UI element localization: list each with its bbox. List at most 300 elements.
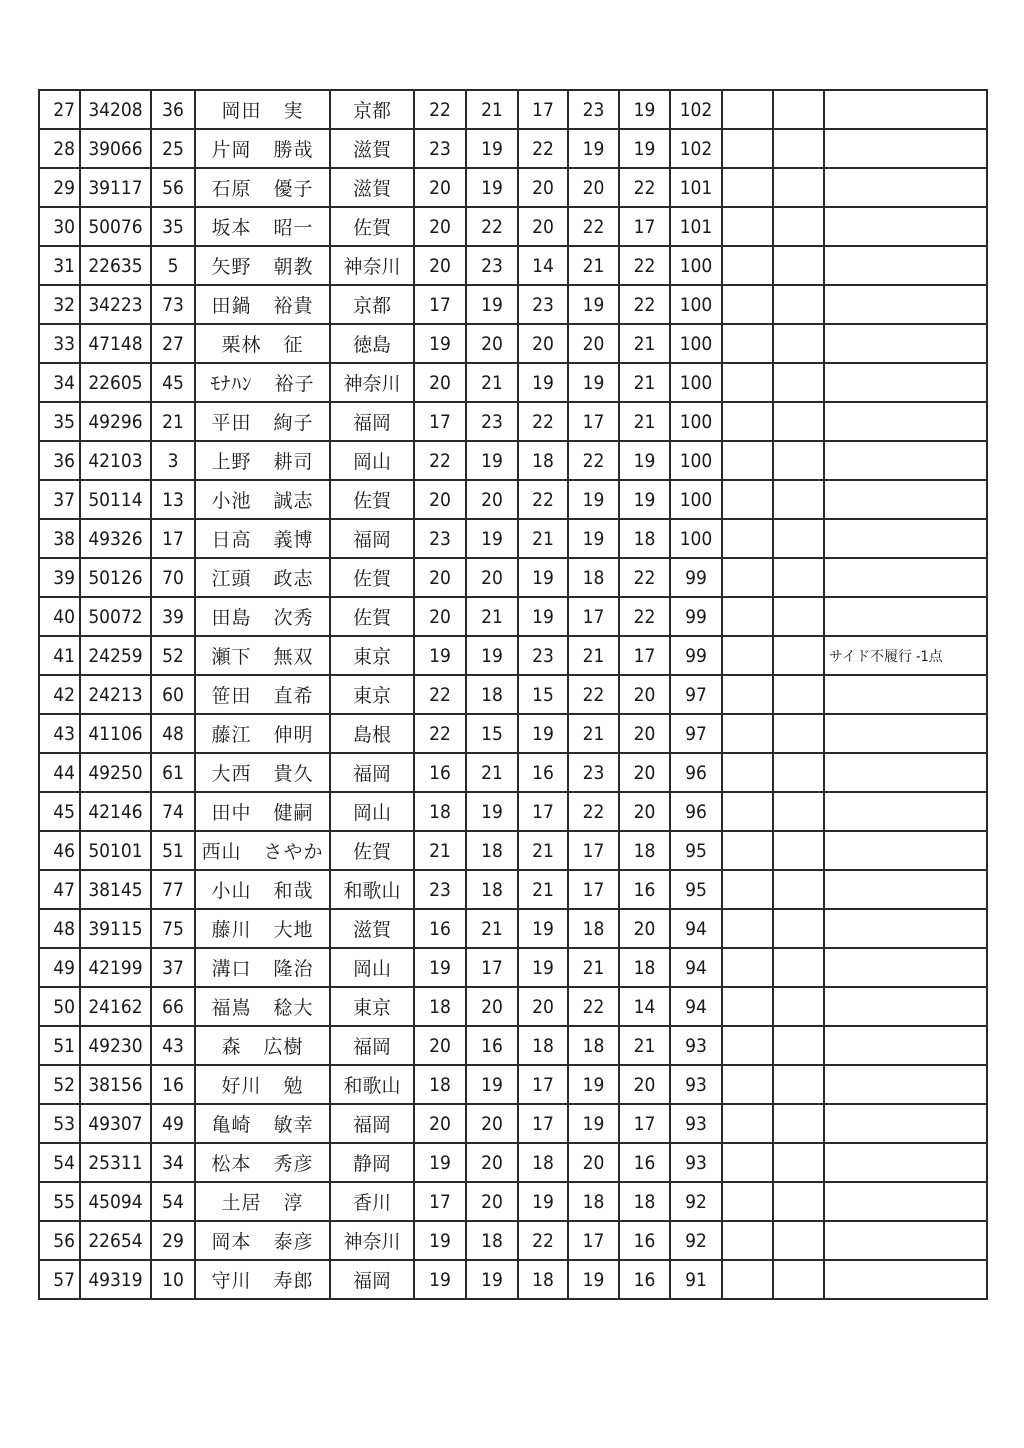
score-round-3-cell: 22	[518, 480, 568, 519]
table-row	[39, 1065, 987, 1104]
score-round-2-cell: 21	[466, 753, 518, 792]
blank-cell-a	[722, 987, 773, 1026]
player-name-cell	[195, 168, 330, 207]
score-round-1-cell: 22	[414, 714, 466, 753]
remarks-cell	[824, 1221, 987, 1260]
given-name: 征	[283, 334, 304, 356]
total-score-cell: 96	[670, 792, 722, 831]
player-name-cell	[195, 285, 330, 324]
score-round-5-cell: 22	[619, 597, 670, 636]
total-score-cell: 99	[670, 636, 722, 675]
score-round-5-cell: 17	[619, 1104, 670, 1143]
score-round-5-cell: 19	[619, 480, 670, 519]
family-name: 藤川	[211, 919, 252, 941]
table-row	[39, 831, 987, 870]
score-round-3-cell: 23	[518, 636, 568, 675]
score-round-4-cell: 18	[568, 1026, 619, 1065]
player-name-cell	[195, 1260, 330, 1299]
score-round-5-cell: 21	[619, 402, 670, 441]
score-round-5-cell: 18	[619, 831, 670, 870]
score-round-5-cell: 20	[619, 753, 670, 792]
remarks-cell	[824, 402, 987, 441]
blank-cell-a	[722, 1260, 773, 1299]
score-round-4-cell: 17	[568, 597, 619, 636]
member-id-cell: 22635	[80, 246, 151, 285]
given-name: 寿郎	[273, 1270, 314, 1292]
score-round-1-cell: 20	[414, 168, 466, 207]
player-name-cell	[195, 636, 330, 675]
family-name: 亀崎	[211, 1114, 252, 1136]
rank-cell: 44	[39, 753, 80, 792]
member-id-cell: 50072	[80, 597, 151, 636]
family-name: 小池	[211, 490, 252, 512]
blank-cell-b	[773, 597, 824, 636]
entry-number-cell: 16	[151, 1065, 195, 1104]
player-name-cell	[195, 90, 330, 129]
family-name: 平田	[211, 412, 252, 434]
member-id-cell: 45094	[80, 1182, 151, 1221]
table-row	[39, 675, 987, 714]
player-name-cell	[195, 402, 330, 441]
score-round-4-cell: 19	[568, 519, 619, 558]
total-score-cell: 93	[670, 1026, 722, 1065]
table-row	[39, 285, 987, 324]
score-round-3-cell: 23	[518, 285, 568, 324]
score-round-4-cell: 17	[568, 402, 619, 441]
player-name-cell	[195, 1065, 330, 1104]
score-round-2-cell: 19	[466, 792, 518, 831]
given-name: 直希	[273, 685, 314, 707]
member-id-cell: 34208	[80, 90, 151, 129]
score-round-2-cell: 19	[466, 519, 518, 558]
given-name: 貴久	[273, 763, 314, 785]
remarks-cell	[824, 246, 987, 285]
total-score-cell: 102	[670, 90, 722, 129]
remarks-cell	[824, 870, 987, 909]
score-round-5-cell: 21	[619, 1026, 670, 1065]
family-name: 藤江	[211, 724, 252, 746]
member-id-cell: 42103	[80, 441, 151, 480]
score-round-4-cell: 18	[568, 909, 619, 948]
rank-cell: 31	[39, 246, 80, 285]
score-round-5-cell: 20	[619, 1065, 670, 1104]
prefecture-cell: 滋賀	[330, 129, 414, 168]
score-round-3-cell: 22	[518, 129, 568, 168]
score-round-2-cell: 21	[466, 909, 518, 948]
score-round-5-cell: 17	[619, 636, 670, 675]
entry-number-cell: 34	[151, 1143, 195, 1182]
given-name: 無双	[273, 646, 314, 668]
rank-cell: 54	[39, 1143, 80, 1182]
prefecture-cell: 東京	[330, 987, 414, 1026]
score-round-2-cell: 21	[466, 363, 518, 402]
member-id-cell: 39117	[80, 168, 151, 207]
blank-cell-b	[773, 168, 824, 207]
score-round-2-cell: 19	[466, 441, 518, 480]
blank-cell-b	[773, 1065, 824, 1104]
score-round-4-cell: 22	[568, 987, 619, 1026]
family-name: 溝口	[211, 958, 252, 980]
score-round-5-cell: 19	[619, 441, 670, 480]
rank-cell: 41	[39, 636, 80, 675]
prefecture-cell: 福岡	[330, 519, 414, 558]
score-round-4-cell: 22	[568, 441, 619, 480]
total-score-cell: 97	[670, 675, 722, 714]
rank-cell: 33	[39, 324, 80, 363]
score-round-1-cell: 22	[414, 675, 466, 714]
total-score-cell: 100	[670, 285, 722, 324]
remarks-cell	[824, 1143, 987, 1182]
rank-cell: 37	[39, 480, 80, 519]
score-round-2-cell: 22	[466, 207, 518, 246]
prefecture-cell: 佐賀	[330, 558, 414, 597]
given-name: 耕司	[273, 451, 314, 473]
player-name-cell	[195, 324, 330, 363]
blank-cell-b	[773, 441, 824, 480]
blank-cell-b	[773, 1104, 824, 1143]
total-score-cell: 100	[670, 324, 722, 363]
score-round-1-cell: 20	[414, 363, 466, 402]
score-round-1-cell: 19	[414, 1143, 466, 1182]
entry-number-cell: 61	[151, 753, 195, 792]
score-round-5-cell: 20	[619, 714, 670, 753]
player-name-cell	[195, 246, 330, 285]
blank-cell-a	[722, 363, 773, 402]
member-id-cell: 50126	[80, 558, 151, 597]
remarks-cell	[824, 519, 987, 558]
rank-cell: 55	[39, 1182, 80, 1221]
member-id-cell: 49296	[80, 402, 151, 441]
score-round-3-cell: 19	[518, 948, 568, 987]
score-round-2-cell: 19	[466, 1260, 518, 1299]
player-name-cell	[195, 1026, 330, 1065]
score-round-1-cell: 19	[414, 324, 466, 363]
table-row	[39, 480, 987, 519]
rank-cell: 50	[39, 987, 80, 1026]
table-row	[39, 597, 987, 636]
score-round-1-cell: 19	[414, 636, 466, 675]
score-round-3-cell: 16	[518, 753, 568, 792]
family-name: 矢野	[211, 256, 252, 278]
blank-cell-b	[773, 636, 824, 675]
table-row	[39, 168, 987, 207]
prefecture-cell: 福岡	[330, 1260, 414, 1299]
score-round-2-cell: 20	[466, 1182, 518, 1221]
blank-cell-a	[722, 1065, 773, 1104]
table-row	[39, 558, 987, 597]
rank-cell: 40	[39, 597, 80, 636]
rank-cell: 42	[39, 675, 80, 714]
blank-cell-a	[722, 675, 773, 714]
family-name: ﾓﾅﾊﾝ	[210, 373, 253, 395]
score-round-5-cell: 21	[619, 363, 670, 402]
blank-cell-b	[773, 909, 824, 948]
entry-number-cell: 77	[151, 870, 195, 909]
remarks-cell	[824, 90, 987, 129]
given-name: 朝教	[273, 256, 314, 278]
score-round-1-cell: 20	[414, 480, 466, 519]
score-round-5-cell: 17	[619, 207, 670, 246]
score-round-2-cell: 17	[466, 948, 518, 987]
score-table	[38, 89, 988, 1300]
score-round-2-cell: 20	[466, 1143, 518, 1182]
player-name-cell	[195, 870, 330, 909]
given-name: 淳	[283, 1192, 304, 1214]
prefecture-cell: 京都	[330, 90, 414, 129]
score-round-4-cell: 21	[568, 948, 619, 987]
player-name-cell	[195, 1104, 330, 1143]
given-name: さやか	[263, 841, 324, 863]
given-name: 稔大	[273, 997, 314, 1019]
family-name: 石原	[211, 178, 252, 200]
score-round-5-cell: 16	[619, 1221, 670, 1260]
prefecture-cell: 和歌山	[330, 1065, 414, 1104]
given-name: 次秀	[273, 607, 314, 629]
score-round-1-cell: 18	[414, 792, 466, 831]
entry-number-cell: 51	[151, 831, 195, 870]
remarks-cell	[824, 324, 987, 363]
score-round-5-cell: 22	[619, 558, 670, 597]
member-id-cell: 38145	[80, 870, 151, 909]
score-round-5-cell: 16	[619, 1143, 670, 1182]
blank-cell-b	[773, 246, 824, 285]
blank-cell-a	[722, 1182, 773, 1221]
score-round-3-cell: 15	[518, 675, 568, 714]
player-name-cell	[195, 363, 330, 402]
table-row	[39, 207, 987, 246]
rank-cell: 35	[39, 402, 80, 441]
given-name: 秀彦	[273, 1153, 314, 1175]
score-round-1-cell: 22	[414, 90, 466, 129]
score-round-1-cell: 16	[414, 753, 466, 792]
member-id-cell: 47148	[80, 324, 151, 363]
blank-cell-a	[722, 1104, 773, 1143]
blank-cell-b	[773, 753, 824, 792]
family-name: 守川	[211, 1270, 252, 1292]
member-id-cell: 24259	[80, 636, 151, 675]
blank-cell-b	[773, 1143, 824, 1182]
total-score-cell: 95	[670, 870, 722, 909]
blank-cell-a	[722, 90, 773, 129]
rank-cell: 57	[39, 1260, 80, 1299]
member-id-cell: 22605	[80, 363, 151, 402]
score-round-3-cell: 20	[518, 168, 568, 207]
remarks-cell	[824, 1065, 987, 1104]
blank-cell-b	[773, 1260, 824, 1299]
family-name: 片岡	[211, 139, 252, 161]
table-row	[39, 1221, 987, 1260]
table-row	[39, 909, 987, 948]
prefecture-cell: 徳島	[330, 324, 414, 363]
score-round-4-cell: 20	[568, 168, 619, 207]
player-name-cell	[195, 441, 330, 480]
score-round-3-cell: 14	[518, 246, 568, 285]
remarks-cell	[824, 792, 987, 831]
given-name: 勉	[283, 1075, 304, 1097]
member-id-cell: 25311	[80, 1143, 151, 1182]
score-round-5-cell: 20	[619, 792, 670, 831]
given-name: 敏幸	[273, 1114, 314, 1136]
player-name-cell	[195, 1182, 330, 1221]
family-name: 好川	[221, 1075, 262, 1097]
entry-number-cell: 70	[151, 558, 195, 597]
family-name: 瀬下	[211, 646, 252, 668]
score-round-2-cell: 23	[466, 402, 518, 441]
rank-cell: 36	[39, 441, 80, 480]
total-score-cell: 96	[670, 753, 722, 792]
remarks-cell	[824, 441, 987, 480]
player-name-cell	[195, 714, 330, 753]
score-round-2-cell: 19	[466, 636, 518, 675]
score-round-5-cell: 18	[619, 948, 670, 987]
family-name: 岡本	[211, 1231, 252, 1253]
entry-number-cell: 49	[151, 1104, 195, 1143]
table-row	[39, 324, 987, 363]
family-name: 西山	[201, 841, 242, 863]
family-name: 坂本	[211, 217, 252, 239]
score-round-4-cell: 20	[568, 324, 619, 363]
blank-cell-b	[773, 402, 824, 441]
score-round-2-cell: 18	[466, 870, 518, 909]
total-score-cell: 101	[670, 207, 722, 246]
prefecture-cell: 佐賀	[330, 597, 414, 636]
score-round-3-cell: 18	[518, 441, 568, 480]
member-id-cell: 49326	[80, 519, 151, 558]
blank-cell-b	[773, 675, 824, 714]
remarks-cell	[824, 363, 987, 402]
prefecture-cell: 福岡	[330, 1104, 414, 1143]
rank-cell: 30	[39, 207, 80, 246]
rank-cell: 47	[39, 870, 80, 909]
blank-cell-b	[773, 1221, 824, 1260]
score-round-1-cell: 19	[414, 1260, 466, 1299]
player-name-cell	[195, 519, 330, 558]
entry-number-cell: 3	[151, 441, 195, 480]
total-score-cell: 100	[670, 480, 722, 519]
player-name-cell	[195, 207, 330, 246]
entry-number-cell: 52	[151, 636, 195, 675]
score-round-2-cell: 16	[466, 1026, 518, 1065]
family-name: 上野	[211, 451, 252, 473]
remarks-cell	[824, 675, 987, 714]
player-name-cell	[195, 675, 330, 714]
prefecture-cell: 岡山	[330, 441, 414, 480]
blank-cell-a	[722, 441, 773, 480]
score-round-3-cell: 22	[518, 402, 568, 441]
score-round-3-cell: 18	[518, 1026, 568, 1065]
score-round-1-cell: 16	[414, 909, 466, 948]
rank-cell: 32	[39, 285, 80, 324]
blank-cell-b	[773, 207, 824, 246]
family-name: 松本	[211, 1153, 252, 1175]
total-score-cell: 99	[670, 558, 722, 597]
remarks-cell	[824, 909, 987, 948]
score-round-4-cell: 17	[568, 870, 619, 909]
score-round-5-cell: 19	[619, 90, 670, 129]
score-round-2-cell: 20	[466, 1104, 518, 1143]
member-id-cell: 50076	[80, 207, 151, 246]
total-score-cell: 95	[670, 831, 722, 870]
prefecture-cell: 静岡	[330, 1143, 414, 1182]
score-round-3-cell: 21	[518, 870, 568, 909]
score-round-1-cell: 20	[414, 597, 466, 636]
blank-cell-b	[773, 324, 824, 363]
score-round-3-cell: 17	[518, 1065, 568, 1104]
total-score-cell: 94	[670, 948, 722, 987]
score-round-3-cell: 20	[518, 324, 568, 363]
prefecture-cell: 岡山	[330, 948, 414, 987]
prefecture-cell: 福岡	[330, 753, 414, 792]
score-round-5-cell: 22	[619, 285, 670, 324]
rank-cell: 52	[39, 1065, 80, 1104]
member-id-cell: 42146	[80, 792, 151, 831]
score-round-4-cell: 22	[568, 675, 619, 714]
rank-cell: 27	[39, 90, 80, 129]
score-round-2-cell: 19	[466, 129, 518, 168]
blank-cell-a	[722, 636, 773, 675]
player-name-cell	[195, 480, 330, 519]
score-round-2-cell: 20	[466, 480, 518, 519]
score-round-5-cell: 16	[619, 1260, 670, 1299]
score-round-3-cell: 19	[518, 714, 568, 753]
player-name-cell	[195, 987, 330, 1026]
entry-number-cell: 37	[151, 948, 195, 987]
given-name: 政志	[273, 568, 314, 590]
score-round-4-cell: 17	[568, 1221, 619, 1260]
blank-cell-a	[722, 1026, 773, 1065]
score-round-1-cell: 17	[414, 285, 466, 324]
score-round-4-cell: 19	[568, 285, 619, 324]
family-name: 大西	[211, 763, 252, 785]
score-round-4-cell: 17	[568, 831, 619, 870]
given-name: 昭一	[273, 217, 314, 239]
score-round-4-cell: 19	[568, 1104, 619, 1143]
blank-cell-a	[722, 714, 773, 753]
prefecture-cell: 福岡	[330, 402, 414, 441]
total-score-cell: 99	[670, 597, 722, 636]
score-round-4-cell: 19	[568, 129, 619, 168]
member-id-cell: 42199	[80, 948, 151, 987]
blank-cell-a	[722, 753, 773, 792]
total-score-cell: 93	[670, 1065, 722, 1104]
rank-cell: 48	[39, 909, 80, 948]
table-row	[39, 1182, 987, 1221]
score-round-5-cell: 20	[619, 675, 670, 714]
table-row	[39, 1260, 987, 1299]
total-score-cell: 93	[670, 1104, 722, 1143]
blank-cell-b	[773, 129, 824, 168]
total-score-cell: 101	[670, 168, 722, 207]
blank-cell-b	[773, 363, 824, 402]
given-name: 伸明	[273, 724, 314, 746]
remarks-cell	[824, 831, 987, 870]
given-name: 実	[283, 100, 304, 122]
prefecture-cell: 香川	[330, 1182, 414, 1221]
rank-cell: 49	[39, 948, 80, 987]
member-id-cell: 22654	[80, 1221, 151, 1260]
table-row	[39, 1143, 987, 1182]
given-name: 優子	[273, 178, 314, 200]
blank-cell-b	[773, 792, 824, 831]
table-row	[39, 519, 987, 558]
given-name: 和哉	[273, 880, 314, 902]
score-round-4-cell: 23	[568, 90, 619, 129]
member-id-cell: 49230	[80, 1026, 151, 1065]
table-row	[39, 714, 987, 753]
player-name-cell	[195, 753, 330, 792]
table-row	[39, 948, 987, 987]
blank-cell-a	[722, 831, 773, 870]
